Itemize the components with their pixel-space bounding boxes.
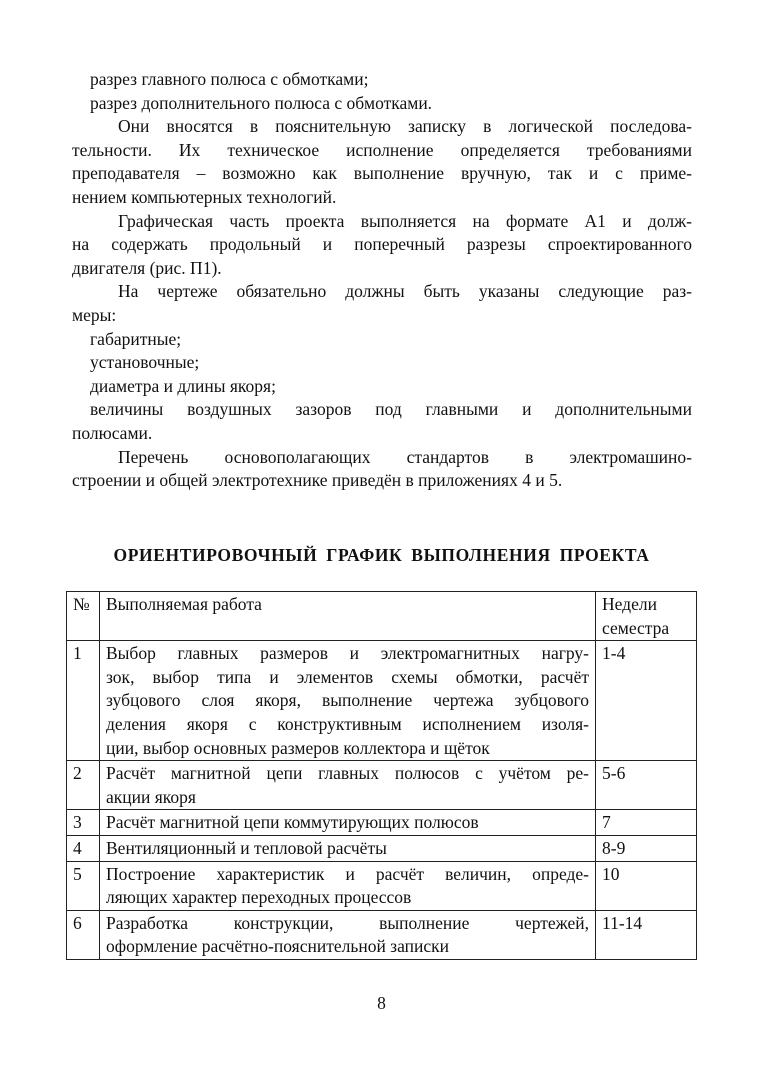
row-work — [100, 861, 596, 910]
section-heading: ОРИЕНТИРОВОЧНЫЙ ГРАФИК ВЫПОЛНЕНИЯ ПРОЕКТА — [113, 545, 650, 565]
list-item: диаметра и длины якоря; — [90, 375, 276, 396]
row-num: 2 — [67, 761, 100, 810]
list-item: разрез главного полюса с обмотками; — [90, 69, 369, 89]
table-row — [67, 810, 697, 836]
table-row — [67, 910, 697, 959]
header-weeks-line: семестра — [602, 617, 670, 638]
row-weeks: 8-9 — [596, 835, 697, 861]
row-work-line: Расчёт магнитной цепи главных полюсов с учётом ре- — [106, 763, 589, 784]
paragraph-line: меры: — [72, 304, 117, 325]
paragraph-line: На чертеже обязательно должны быть указаны следующие раз- — [118, 281, 692, 302]
row-work-line: Расчёт магнитной цепи коммутирующих полюсов — [106, 812, 479, 833]
paragraph-line: Перечень основополагающих стандартов в электромашино- — [118, 446, 692, 467]
row-weeks: 1-4 — [596, 641, 697, 761]
table-row — [67, 835, 697, 861]
paragraph-line: преподавателя – возможно как выполнение вручную, так и с приме- — [72, 163, 692, 184]
list-item: установочные; — [90, 352, 200, 373]
header-work: Выполняемая работа — [100, 592, 596, 641]
list-item: полюсами. — [72, 422, 153, 443]
table-row — [67, 761, 697, 810]
header-weeks-line: Недели — [602, 594, 657, 614]
paragraph-line: строении и общей электротехнике приведён в приложениях 4 и 5. — [72, 470, 563, 491]
paragraph-line: нением компьютерных технологий. — [72, 186, 337, 207]
body-text — [72, 68, 692, 493]
row-work-line: зубцового слоя якоря, выполнение чертежа зубцового — [106, 690, 589, 711]
row-num: 6 — [67, 910, 100, 959]
paragraph-line: Графическая часть проекта выполняется на формате А1 и долж- — [118, 210, 692, 231]
row-work-line: ляющих характер переходных процессов — [106, 887, 412, 908]
list-item: габаритные; — [90, 328, 182, 349]
row-num: 5 — [67, 861, 100, 910]
row-weeks: 7 — [596, 810, 697, 836]
row-work — [100, 835, 596, 861]
row-work — [100, 910, 596, 959]
list-item: величины воздушных зазоров под главными и дополнительными — [90, 399, 692, 420]
row-work-line: ции, выбор основных размеров коллектора и щёток — [106, 737, 490, 758]
list-item: разрез дополнительного полюса с обмотками. — [90, 92, 433, 113]
row-work-line: Построение характеристик и расчёт величин, опреде- — [106, 863, 589, 884]
header-weeks — [596, 592, 697, 641]
row-weeks: 11-14 — [596, 910, 697, 959]
row-weeks: 5-6 — [596, 761, 697, 810]
table-row — [67, 641, 697, 761]
row-weeks: 10 — [596, 861, 697, 910]
row-work-line: акции якоря — [106, 786, 196, 807]
row-work-line: Вентиляционный и тепловой расчёты — [106, 837, 387, 858]
table-header-row — [67, 592, 697, 641]
row-work — [100, 761, 596, 810]
paragraph-line: Они вносятся в пояснительную записку в логической последова- — [118, 116, 692, 137]
paragraph-line: на содержать продольный и поперечный разрезы спроектированного — [72, 234, 692, 255]
row-num: 3 — [67, 810, 100, 836]
row-work-line: Разработка конструкции, выполнение чертежей, — [106, 912, 589, 933]
row-work-line: оформление расчётно-пояснительной записки — [106, 936, 449, 957]
row-work-line: деления якоря с конструктивным исполнением изоля- — [106, 713, 589, 734]
table-row — [67, 861, 697, 910]
paragraph-line: тельности. Их техническое исполнение определяется требованиями — [72, 139, 692, 160]
row-num: 1 — [67, 641, 100, 761]
schedule-table — [66, 591, 697, 960]
row-work-line: Выбор главных размеров и электромагнитных нагру- — [106, 643, 589, 664]
row-work — [100, 810, 596, 836]
row-num: 4 — [67, 835, 100, 861]
paragraph-line: двигателя (рис. П1). — [72, 257, 222, 278]
header-num: № — [67, 592, 100, 641]
row-work-line: зок, выбор типа и элементов схемы обмотки, расчёт — [106, 666, 589, 687]
page-number: 8 — [377, 993, 386, 1013]
row-work — [100, 641, 596, 761]
